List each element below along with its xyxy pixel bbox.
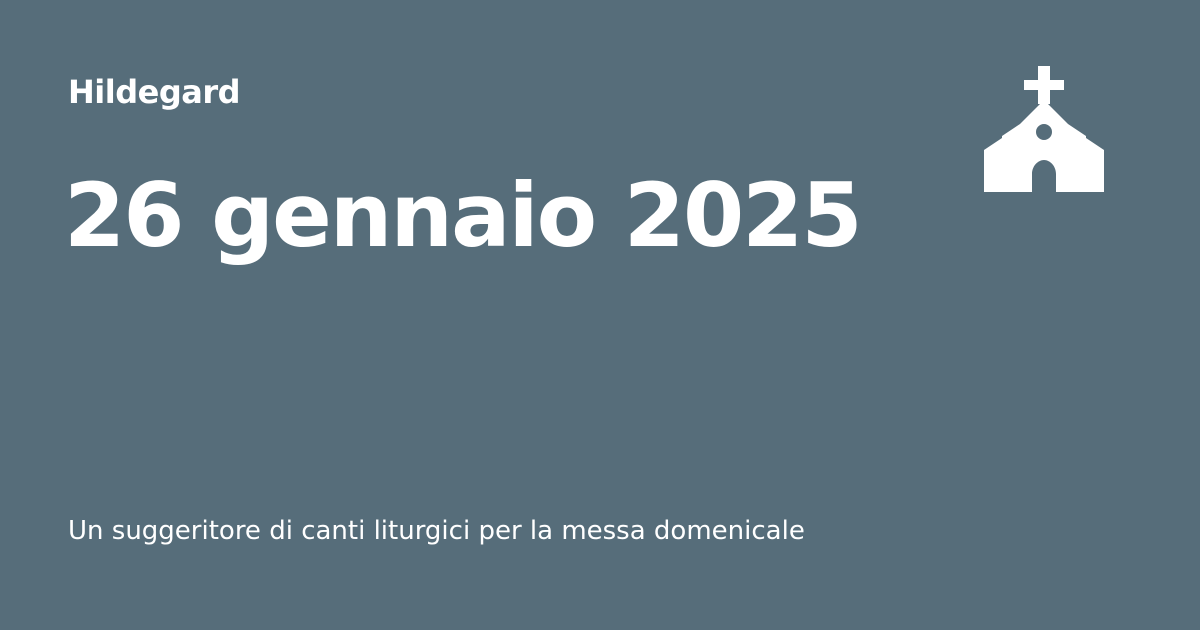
church-icon [982, 64, 1106, 194]
tagline: Un suggeritore di canti liturgici per la messa domenicale [68, 516, 805, 546]
brand-name: Hildegard [68, 73, 241, 111]
page-title-date: 26 gennaio 2025 [64, 164, 861, 267]
